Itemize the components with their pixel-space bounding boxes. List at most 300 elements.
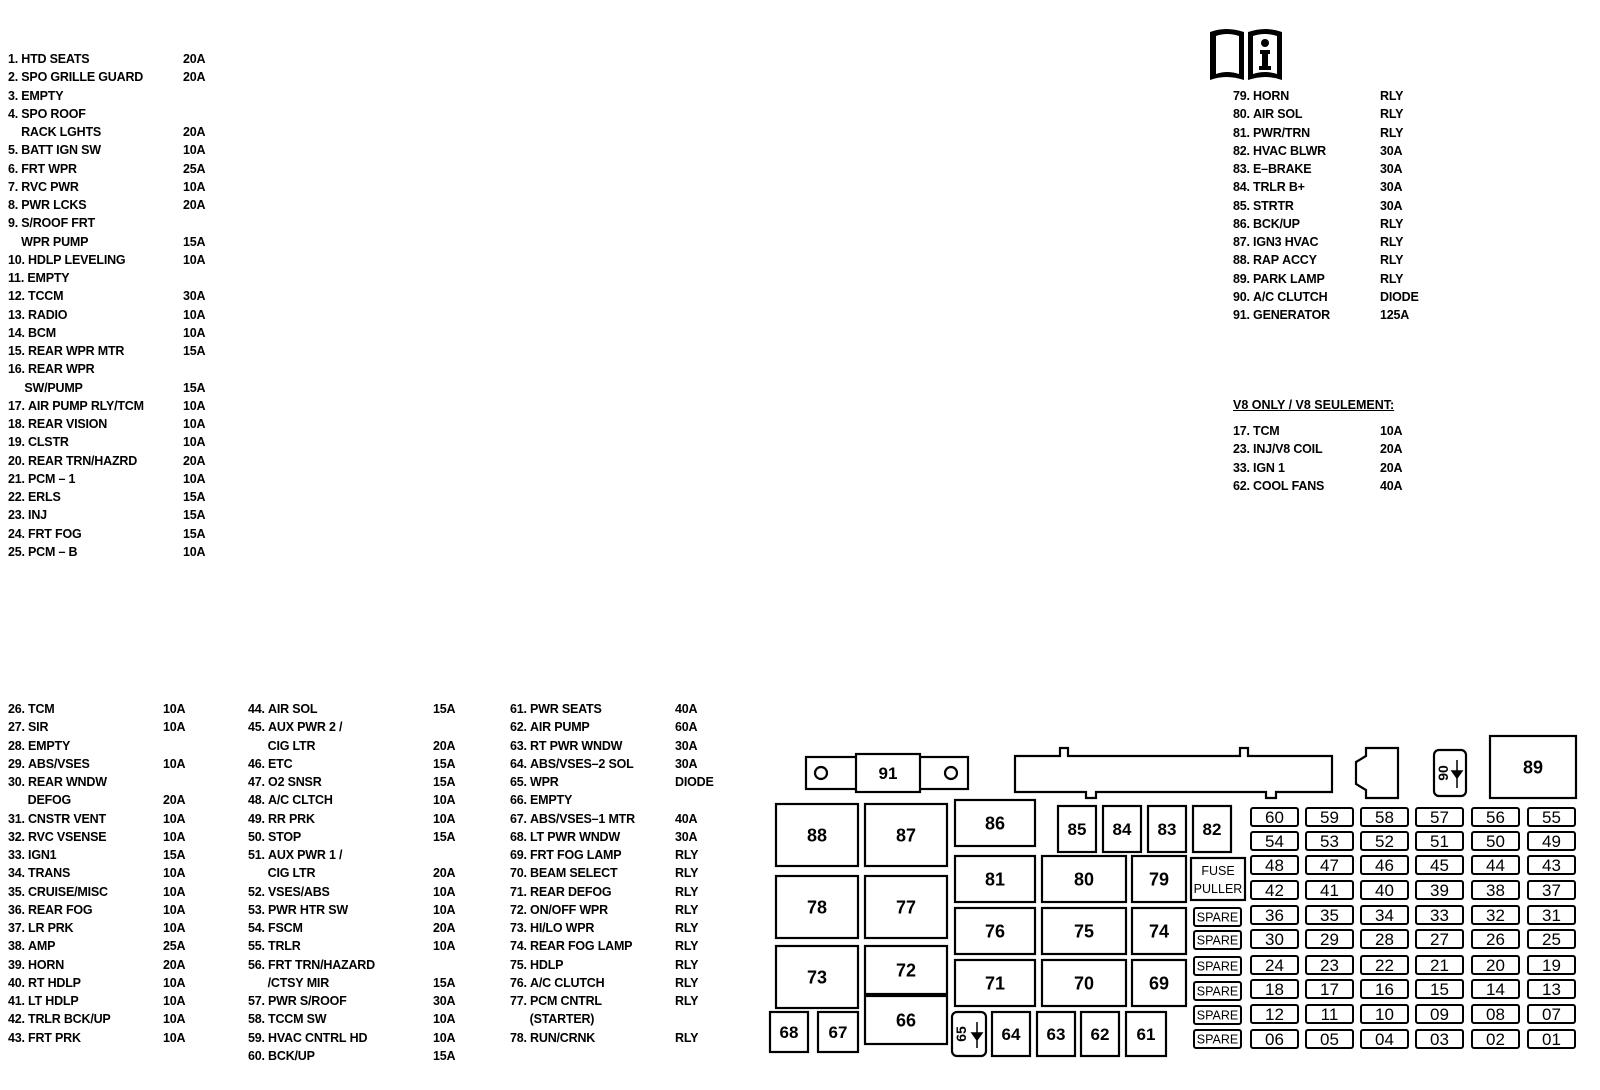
mini-fuse-27-label: 27 [1430, 930, 1449, 949]
fuse-name: 48. A/C CLTCH [248, 793, 333, 808]
fuse-rating: 30A [433, 994, 456, 1008]
fuse-rating: 10A [183, 179, 206, 194]
fuse-name: SW/PUMP [8, 380, 83, 395]
fuse-rating: 10A [183, 544, 206, 559]
fuse-rating: 10A [163, 902, 186, 917]
mini-fuse-45-label: 45 [1430, 856, 1449, 875]
mini-fuse-50-label: 50 [1486, 832, 1505, 851]
fuse-rating: 20A [163, 957, 186, 972]
mini-fuse-05-label: 05 [1320, 1030, 1339, 1049]
relay-88-label: 88 [806, 825, 828, 846]
fuse-rating: 10A [183, 325, 206, 340]
fuse-name: 2. SPO GRILLE GUARD [8, 70, 144, 85]
fuse-name: 43. FRT PRK [8, 1030, 81, 1045]
fuse-name: CIG LTR [248, 738, 316, 753]
fuse-name: 64. ABS/VSES–2 SOL [510, 756, 634, 771]
fuse-rating: 40A [675, 702, 698, 716]
fuse-name: 23. INJ [8, 508, 47, 523]
fuse-name: 89. PARK LAMP [1233, 271, 1325, 286]
fuse-rating: 30A [1380, 198, 1403, 213]
fuse-rating: 30A [1380, 162, 1403, 176]
fuse-rating: 10A [183, 143, 206, 158]
mini-fuse-29-label: 29 [1320, 930, 1339, 949]
mini-fuse-44-label: 44 [1486, 856, 1505, 875]
fuse-name: 57. PWR S/ROOF [248, 994, 347, 1008]
mini-fuse-14-label: 14 [1486, 980, 1505, 999]
fuse-name: 49. RR PRK [248, 811, 315, 826]
spare-label: SPARE [1196, 1032, 1239, 1047]
spare-label: SPARE [1196, 933, 1239, 948]
fuse-rating: 20A [183, 70, 206, 85]
fuse-rating: RLY [675, 1030, 699, 1045]
fuse-name: 26. TCM [8, 702, 55, 716]
fuse-name: 90. A/C CLUTCH [1233, 289, 1328, 304]
fuse-name: 66. EMPTY [510, 793, 573, 808]
fuse-name: 4. SPO ROOF [8, 106, 86, 121]
mini-fuse-36-label: 36 [1265, 906, 1284, 925]
mini-fuse-24-label: 24 [1265, 956, 1284, 975]
spare-label: SPARE [1196, 959, 1239, 974]
fuse-name: 1. HTD SEATS [8, 52, 90, 66]
relay-80-label: 80 [1073, 869, 1095, 890]
diode-90-label: 90 [1435, 765, 1451, 781]
fuse-name: 87. IGN3 HVAC [1233, 235, 1319, 249]
relay-72-label: 72 [895, 960, 917, 981]
fuse-name: 27. SIR [8, 720, 49, 735]
fuse-rating: 10A [433, 1012, 456, 1027]
mini-fuse-57-label: 57 [1430, 808, 1449, 827]
fuse-rating: 10A [163, 811, 186, 826]
fuse-name: 33. IGN 1 [1233, 460, 1285, 475]
fuse-rating: 15A [433, 1048, 456, 1063]
fuse-name: 35. CRUISE/MISC [8, 884, 108, 899]
fuse-rating: 30A [1380, 180, 1403, 195]
mini-fuse-40-label: 40 [1375, 881, 1394, 900]
spare-label: SPARE [1196, 1008, 1239, 1023]
mini-fuse-53-label: 53 [1320, 832, 1339, 851]
fuse-rating: 10A [163, 702, 186, 716]
mini-fuse-33-label: 33 [1430, 906, 1449, 925]
mini-fuse-19-label: 19 [1542, 956, 1561, 975]
connector-strip [1015, 748, 1332, 798]
fuse-84-label: 84 [1112, 820, 1132, 840]
fuse-91-left-bolt [815, 767, 827, 779]
relay-74-label: 74 [1148, 921, 1170, 942]
fuse-rating: 15A [183, 490, 206, 504]
fuse-name: 46. ETC [248, 756, 293, 771]
fuse-85-label: 85 [1067, 820, 1087, 840]
mini-fuse-02-label: 02 [1486, 1030, 1505, 1049]
fuse-name: 88. RAP ACCY [1233, 253, 1317, 268]
fuse-rating: 10A [433, 902, 456, 917]
fuse-rating: 10A [163, 756, 186, 771]
fuse-rating: 15A [183, 380, 206, 395]
mini-fuse-18-label: 18 [1265, 980, 1284, 999]
mini-fuse-08-label: 08 [1486, 1005, 1505, 1024]
mini-fuse-32-label: 32 [1486, 906, 1505, 925]
fuse-rating: 20A [163, 793, 186, 808]
mini-fuse-39-label: 39 [1430, 881, 1449, 900]
fuse-name: 61. PWR SEATS [510, 702, 602, 716]
fuse-rating: 10A [183, 417, 206, 431]
fuse-rating: 20A [433, 866, 456, 881]
fuse-rating: RLY [1380, 253, 1404, 268]
fuse-name: 69. FRT FOG LAMP [510, 848, 622, 862]
fuse-rating: RLY [675, 921, 699, 935]
mini-fuse-31-label: 31 [1542, 906, 1561, 925]
fuse-rating: 20A [183, 52, 206, 66]
fuse-rating: 25A [163, 939, 186, 954]
fuse-name: 19. CLSTR [8, 435, 69, 450]
fuse-name: 20. REAR TRN/HAZRD [8, 453, 138, 468]
fuse-name: 23. INJ/V8 COIL [1233, 442, 1323, 457]
mini-fuse-52-label: 52 [1375, 832, 1394, 851]
fuse-rating: 10A [163, 975, 186, 990]
fuse-91-right-bolt [945, 767, 957, 779]
fuse-name: 34. TRANS [8, 866, 71, 881]
mini-fuse-35-label: 35 [1320, 906, 1339, 925]
mini-fuse-06-label: 06 [1265, 1030, 1284, 1049]
fuse-name: 3. EMPTY [8, 88, 64, 103]
mini-fuse-51-label: 51 [1430, 832, 1449, 851]
fuse-rating: 10A [433, 939, 456, 954]
fuse-name: 50. STOP [248, 829, 302, 844]
fuse-rating: 15A [433, 829, 456, 844]
fuse-rating: 10A [163, 921, 186, 935]
fuse-name: WPR PUMP [8, 234, 89, 249]
mini-fuse-41-label: 41 [1320, 881, 1339, 900]
relay-69-label: 69 [1148, 973, 1170, 994]
fuse-name: 53. PWR HTR SW [248, 902, 348, 917]
fuse-name: 31. CNSTR VENT [8, 811, 106, 826]
fuse-name: 91. GENERATOR [1233, 308, 1330, 322]
fuse-name: 6. FRT WPR [8, 161, 77, 176]
fuse-rating: RLY [1380, 89, 1404, 103]
fuse-name: 71. REAR DEFOG [510, 884, 612, 899]
fuse-rating: 10A [163, 720, 186, 735]
mini-fuse-12-label: 12 [1265, 1005, 1284, 1024]
mini-fuse-26-label: 26 [1486, 930, 1505, 949]
fuse-rating: 10A [433, 1030, 456, 1045]
fuse-name: 86. BCK/UP [1233, 216, 1300, 231]
fuse-name: 81. PWR/TRN [1233, 125, 1310, 140]
fuse-name: 51. AUX PWR 1 / [248, 848, 343, 862]
fuse-name: 32. RVC VSENSE [8, 829, 107, 844]
fuse-rating: 30A [675, 738, 698, 753]
fuse-82-label: 82 [1202, 820, 1222, 840]
fuse-name: 18. REAR VISION [8, 417, 108, 431]
fuse-name: 7. RVC PWR [8, 179, 79, 194]
spare-label: SPARE [1196, 984, 1239, 999]
fuse-rating: RLY [1380, 235, 1404, 249]
fuse-rating: RLY [675, 848, 699, 862]
fuse-name: 54. FSCM [248, 921, 303, 935]
fuse-91-label: 91 [878, 764, 898, 784]
fuse-rating: 20A [1380, 442, 1403, 457]
fuse-puller-label-1: FUSE [1201, 864, 1235, 878]
mini-fuse-22-label: 22 [1375, 956, 1394, 975]
fuse-name: 56. FRT TRN/HAZARD [248, 957, 375, 972]
fuse-name: 11. EMPTY [8, 271, 70, 285]
fuse-name: /CTSY MIR [248, 975, 330, 990]
fuse-rating: 10A [433, 793, 456, 808]
fuse-name: 74. REAR FOG LAMP [510, 939, 633, 954]
fuse-rating: 20A [183, 198, 206, 212]
fuse-name: 42. TRLR BCK/UP [8, 1012, 111, 1027]
fuse-name: 55. TRLR [248, 939, 301, 954]
fuse-rating: RLY [1380, 125, 1404, 140]
relay-77-label: 77 [895, 897, 917, 918]
relay-76-label: 76 [984, 921, 1006, 942]
mini-fuse-34-label: 34 [1375, 906, 1394, 925]
mini-fuse-23-label: 23 [1320, 956, 1339, 975]
fuse-83-label: 83 [1157, 820, 1177, 840]
mini-fuse-21-label: 21 [1430, 956, 1449, 975]
mini-fuse-10-label: 10 [1375, 1005, 1394, 1024]
mini-fuse-49-label: 49 [1542, 832, 1561, 851]
relay-70-label: 70 [1073, 973, 1095, 994]
fuse-name: 40. RT HDLP [8, 975, 81, 990]
fuse-rating: 20A [1380, 460, 1403, 475]
fuse-name: 9. S/ROOF FRT [8, 216, 95, 231]
fuse-name: 79. HORN [1233, 89, 1290, 103]
fuse-rating: RLY [675, 994, 699, 1008]
fuse-name: 29. ABS/VSES [8, 756, 90, 771]
fuse-rating: 10A [183, 398, 206, 413]
fuse-name: 17. TCM [1233, 424, 1280, 438]
fuse-name: 41. LT HDLP [8, 994, 79, 1008]
fuse-rating: 40A [1380, 478, 1403, 493]
fuse-name: 12. TCCM [8, 289, 64, 304]
fuse-rating: 25A [183, 161, 206, 176]
fuse-rating: 15A [183, 344, 206, 358]
fuse-rating: RLY [1380, 271, 1404, 286]
fuse-name: 60. BCK/UP [248, 1048, 315, 1063]
fuse-rating: 10A [163, 884, 186, 899]
mini-fuse-55-label: 55 [1542, 808, 1561, 827]
fuse-name: 80. AIR SOL [1233, 107, 1303, 122]
fuse-61-label: 61 [1136, 1025, 1156, 1045]
v8-only-title: V8 ONLY / V8 SEULEMENT: [1233, 398, 1395, 412]
fuse-67-label: 67 [828, 1023, 848, 1043]
fuse-name: CIG LTR [248, 866, 316, 881]
fuse-name: 36. REAR FOG [8, 902, 93, 917]
fuse-rating: RLY [675, 884, 699, 899]
mini-fuse-46-label: 46 [1375, 856, 1394, 875]
fuse-rating: 10A [433, 884, 456, 899]
fuse-name: 83. E–BRAKE [1233, 162, 1312, 176]
fuse-name: 39. HORN [8, 957, 65, 972]
fuse-rating: 10A [163, 1030, 186, 1045]
fuse-rating: 10A [433, 811, 456, 826]
fuse-rating: 40A [675, 811, 698, 826]
fuse-rating: 10A [183, 435, 206, 450]
mini-fuse-03-label: 03 [1430, 1030, 1449, 1049]
fuse-rating: 20A [183, 125, 206, 139]
fuse-name: 67. ABS/VSES–1 MTR [510, 811, 635, 826]
fuse-name: 78. RUN/CRNK [510, 1030, 596, 1045]
mini-fuse-54-label: 54 [1265, 832, 1284, 851]
fuse-rating: 10A [1380, 424, 1403, 438]
fuse-rating: 15A [433, 975, 456, 990]
mini-fuse-47-label: 47 [1320, 856, 1339, 875]
fuse-91-right-terminal [918, 757, 968, 789]
fuse-rating: DIODE [675, 775, 714, 789]
fuse-name: 77. PCM CNTRL [510, 994, 602, 1008]
fuse-name: 82. HVAC BLWR [1233, 143, 1327, 158]
fuse-rating: RLY [675, 957, 699, 972]
fuse-name: 28. EMPTY [8, 738, 71, 753]
fuse-rating: 10A [163, 994, 186, 1008]
fuse-name: 15. REAR WPR MTR [8, 344, 125, 358]
fuse-name: 76. A/C CLUTCH [510, 975, 605, 990]
fuse-name: 30. REAR WNDW [8, 775, 107, 789]
fuse-name: 45. AUX PWR 2 / [248, 720, 343, 735]
fuse-name: 68. LT PWR WNDW [510, 829, 620, 844]
fuse-rating: 10A [163, 866, 186, 881]
mini-fuse-09-label: 09 [1430, 1005, 1449, 1024]
fuse-rating: 15A [183, 526, 206, 541]
fuse-name: 14. BCM [8, 325, 56, 340]
fuse-64-label: 64 [1001, 1025, 1021, 1045]
fuse-name: DEFOG [8, 793, 72, 808]
mini-fuse-28-label: 28 [1375, 930, 1394, 949]
mini-fuse-42-label: 42 [1265, 881, 1284, 900]
fuse-puller-label-2: PULLER [1193, 882, 1243, 896]
mini-fuse-56-label: 56 [1486, 808, 1505, 827]
fuse-name: 85. STRTR [1233, 198, 1294, 213]
fuse-rating: 30A [1380, 143, 1403, 158]
fuse-name: 21. PCM – 1 [8, 471, 76, 486]
mini-fuse-43-label: 43 [1542, 856, 1561, 875]
fuse-name: 17. AIR PUMP RLY/TCM [8, 398, 144, 413]
fuse-name: 63. RT PWR WNDW [510, 738, 623, 753]
mini-fuse-01-label: 01 [1542, 1030, 1561, 1049]
fuse-rating: RLY [675, 939, 699, 954]
fuse-name: 52. VSES/ABS [248, 884, 330, 899]
fuse-name: 13. RADIO [8, 307, 68, 322]
fuse-rating: 15A [183, 508, 206, 523]
mini-fuse-11-label: 11 [1320, 1005, 1339, 1024]
fuse-name: 58. TCCM SW [248, 1012, 327, 1027]
relay-71-label: 71 [984, 973, 1006, 994]
mini-fuse-25-label: 25 [1542, 930, 1561, 949]
fuse-name: (STARTER) [510, 1012, 595, 1027]
diode-65-label: 65 [953, 1026, 969, 1042]
fuse-62-label: 62 [1090, 1025, 1110, 1045]
relay-73-label: 73 [806, 967, 828, 988]
fuse-name: 73. HI/LO WPR [510, 921, 595, 935]
fuse-rating: 30A [183, 289, 206, 304]
fuse-rating: 125A [1380, 308, 1410, 322]
relay-75-label: 75 [1073, 921, 1095, 942]
relay-89-label: 89 [1522, 757, 1544, 778]
fuse-name: 22. ERLS [8, 490, 61, 504]
fuse-name: 33. IGN1 [8, 848, 57, 862]
fuse-rating: 10A [183, 471, 206, 486]
fuse-rating: 15A [433, 756, 456, 771]
fuse-name: 24. FRT FOG [8, 526, 82, 541]
relay-81-label: 81 [984, 869, 1006, 890]
fuse-name: 25. PCM – B [8, 544, 78, 559]
fuse-name: 70. BEAM SELECT [510, 866, 618, 881]
fuse-rating: RLY [675, 902, 699, 917]
mini-fuse-16-label: 16 [1375, 980, 1394, 999]
mini-fuse-58-label: 58 [1375, 808, 1394, 827]
mini-fuse-60-label: 60 [1265, 808, 1284, 827]
fuse-name: 8. PWR LCKS [8, 198, 87, 212]
fuse-rating: 20A [433, 738, 456, 753]
fuse-rating: RLY [1380, 216, 1404, 231]
relay-87-label: 87 [895, 825, 917, 846]
relay-86-label: 86 [984, 813, 1006, 834]
fuse-rating: RLY [675, 866, 699, 881]
fuse-name: RACK LGHTS [8, 125, 102, 139]
mini-fuse-20-label: 20 [1486, 956, 1505, 975]
fuse-rating: RLY [1380, 107, 1404, 122]
relay-78-label: 78 [806, 897, 828, 918]
fuse-68-label: 68 [779, 1023, 799, 1043]
fuse-rating: 30A [675, 829, 698, 844]
fuse-rating: 15A [433, 702, 456, 716]
fuse-name: 44. AIR SOL [248, 702, 318, 716]
fuse-rating: 30A [675, 756, 698, 771]
relay-79-label: 79 [1148, 869, 1170, 890]
fuse-rating: RLY [675, 975, 699, 990]
mini-fuse-48-label: 48 [1265, 856, 1284, 875]
fuse-name: 47. O2 SNSR [248, 775, 322, 789]
fuse-rating: 10A [183, 307, 206, 322]
mini-fuse-37-label: 37 [1542, 881, 1561, 900]
mini-fuse-59-label: 59 [1320, 808, 1339, 827]
mini-fuse-17-label: 17 [1320, 980, 1339, 999]
fuse-rating: 15A [433, 775, 456, 789]
fuse-name: 38. AMP [8, 939, 56, 954]
fuse-rating: 10A [163, 1012, 186, 1027]
fuse-name: 16. REAR WPR [8, 362, 95, 377]
connector-block [1356, 748, 1398, 798]
mini-fuse-07-label: 07 [1542, 1005, 1561, 1024]
fuse-name: 62. COOL FANS [1233, 478, 1325, 493]
fuse-name: 62. AIR PUMP [510, 720, 590, 735]
fuse-name: 59. HVAC CNTRL HD [248, 1030, 368, 1045]
fuse-91-left-terminal [806, 757, 858, 789]
fuse-name: 5. BATT IGN SW [8, 143, 101, 158]
fuse-rating: 15A [163, 848, 186, 862]
mini-fuse-04-label: 04 [1375, 1030, 1394, 1049]
fuse-name: 72. ON/OFF WPR [510, 902, 608, 917]
spare-label: SPARE [1196, 910, 1239, 925]
fuse-rating: 10A [163, 829, 186, 844]
mini-fuse-30-label: 30 [1265, 930, 1284, 949]
fuse-name: 84. TRLR B+ [1233, 180, 1305, 195]
relay-66-label: 66 [895, 1010, 917, 1031]
fuse-rating: 60A [675, 720, 698, 735]
fuse-63-label: 63 [1046, 1025, 1066, 1045]
fuse-rating: 20A [183, 453, 206, 468]
fuse-name: 75. HDLP [510, 957, 564, 972]
fuse-rating: 15A [183, 234, 206, 249]
mini-fuse-38-label: 38 [1486, 881, 1505, 900]
fuse-name: 10. HDLP LEVELING [8, 252, 126, 267]
fuse-name: 65. WPR [510, 775, 559, 789]
mini-fuse-15-label: 15 [1430, 980, 1449, 999]
mini-fuse-13-label: 13 [1542, 980, 1561, 999]
fuse-name: 37. LR PRK [8, 921, 74, 935]
fuse-rating: 10A [183, 252, 206, 267]
fuse-rating: DIODE [1380, 289, 1419, 304]
fuse-rating: 20A [433, 921, 456, 935]
